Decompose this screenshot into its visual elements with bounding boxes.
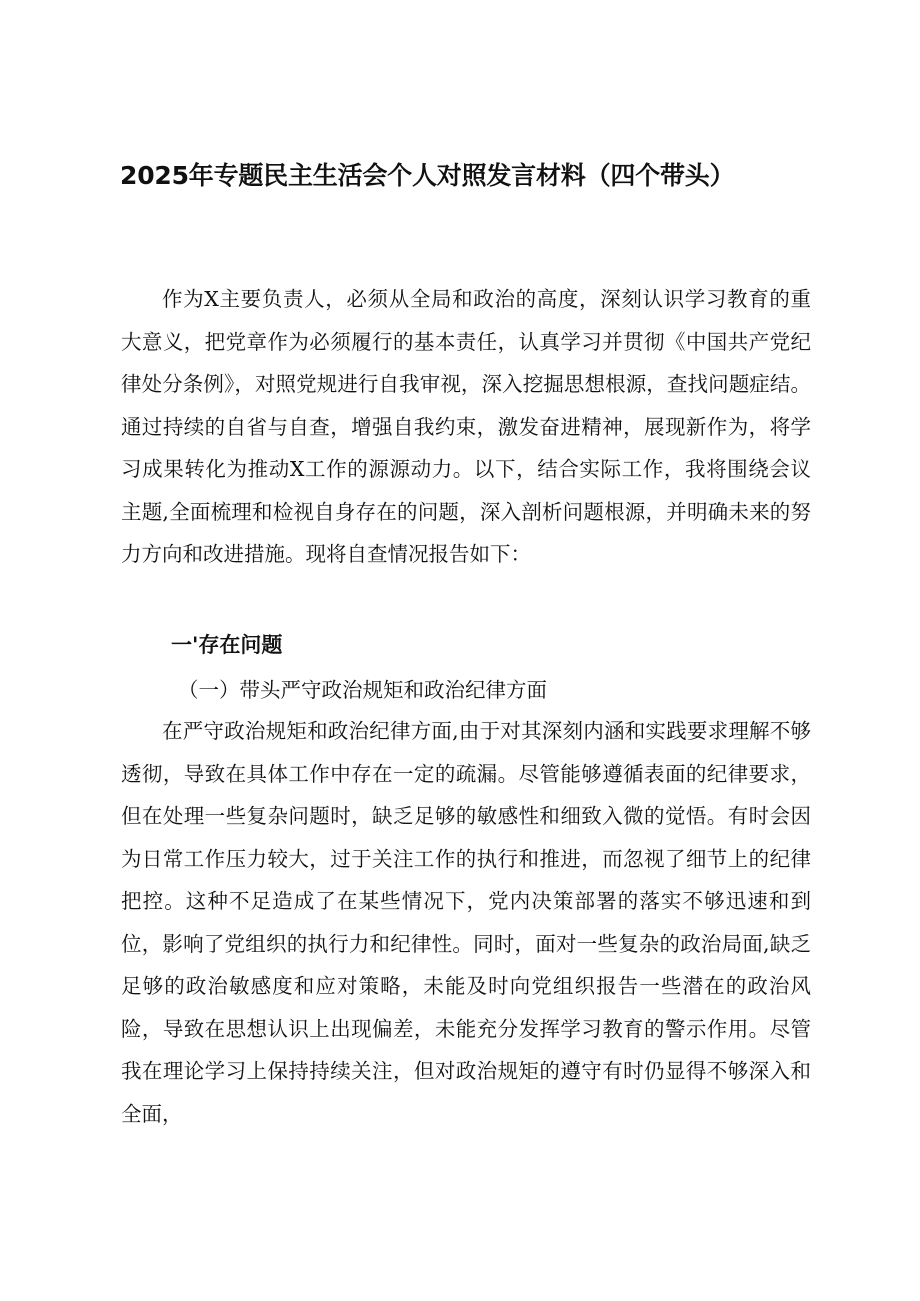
document-title: 2025年专题民主生活会个人对照发言材料（四个带头） bbox=[120, 161, 735, 190]
issue-paragraph: 在严守政治规矩和政治纪律方面,由于对其深刻内涵和实践要求理解不够透彻，导致在具体工作中存在一定的疏漏。尽管能够遵循表面的纪律要求，但在处理一些复杂问题时，缺乏足够的敏感性和细致入微的觉悟。有时会因为日常工作压力较大，过于关注工作的执行和推进，而忽视了细节上的纪律把控。这种不足造成了在某些情况下，党内决策部署的落实不够迅速和到位，影响了党组织的执行力和纪律性。同时，面对一些复杂的政治局面,缺乏足够的政治敏感度和应对策略，未能及时向党组织报告一些潜在的政治风险，导致在思想认识上出现偏差，未能充分发挥学习教育的警示作用。尽管我在理论学习上保持持续关注，但对政治规矩的遵守有时仍显得不够深入和全面， bbox=[121, 719, 811, 1126]
section-heading-existing-problems: 一'存在问题 bbox=[171, 633, 283, 657]
sub-heading-political-discipline: （一）带头严守政治规矩和政治纪律方面 bbox=[178, 678, 547, 702]
intro-paragraph: 作为X主要负责人，必须从全局和政治的高度，深刻认识学习教育的重大意义，把党章作为必须履行的基本责任，认真学习并贯彻《中国共产党纪律处分条例》，对照党规进行自我审视，深入挖掘思想根源，查找问题症结。通过持续的自省与自查，增强自我约束，激发奋进精神，展现新作为，将学习成果转化为推动X工作的源源动力。以下，结合实际工作，我将围绕会议主题,全面梳理和检视自身存在的问题，深入剖析问题根源，并明确未来的努力方向和改进措施。现将自查情况报告如下： bbox=[121, 287, 811, 566]
